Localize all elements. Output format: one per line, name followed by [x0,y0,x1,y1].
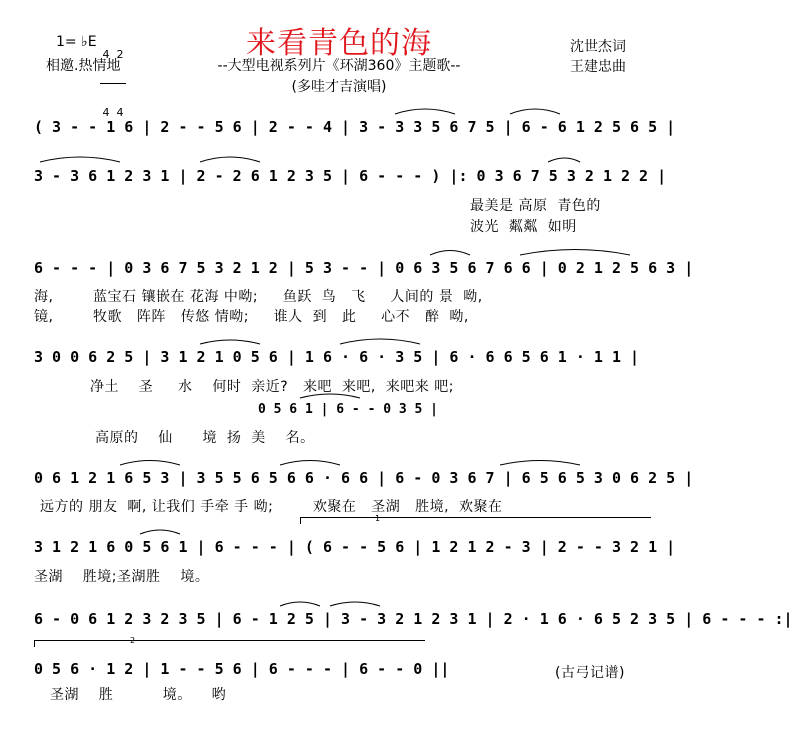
score-line-4: 3 0 0 6 2 5 | 3 1 2 1 0 5 6 | 1 6 · 6 · 3 5 | 6 · 6 6 5 6 1 · 1 1 | [34,348,640,366]
meter-bottom: 4 4 [102,106,124,119]
lyricist-credit: 沈世杰词 [570,39,626,55]
volta-label-2: 2 [130,636,136,645]
lyric-line-2a: 最美是 高原 青色的 [470,198,601,214]
volta-bracket-2 [34,640,425,647]
lyric-line-8: 圣湖 胜 境。 哟 [50,687,227,703]
tempo-marking: 相邀.热情地 [46,58,121,74]
subtitle: --大型电视系列片《环湖360》主题歌-- [217,58,461,74]
volta-label-1: 1 [375,514,381,523]
score-line-1: ( 3 - - 1 6 | 2 - - 5 6 | 2 - - 4 | 3 - 3 3 5 6 7 5 | 6 - 6 1 2 5 6 5 | [34,118,676,136]
score-line-8: 0 5 6 · 1 2 | 1 - - 5 6 | 6 - - - | 6 - - 0 || [34,660,450,678]
lyric-line-4a: 净土 圣 水 何时 亲近? 来吧 来吧, 来吧来 吧; [90,379,454,395]
score-line-5: 0 6 1 2 1 6 5 3 | 3 5 5 6 5 6 6 · 6 6 | 6 - 0 3 6 7 | 6 5 6 5 3 0 6 2 5 | [34,469,694,487]
lyric-line-2b: 波光 粼粼 如明 [470,219,577,235]
song-title: 来看青色的海 [246,26,432,61]
transcriber-note: (古弓记谱) [555,665,625,681]
score-line-7: 6 - 0 6 1 2 3 2 3 5 | 6 - 1 2 5 | 3 - 3 2 1 2 3 1 | 2 · 1 6 · 6 5 2 3 5 | 6 - - - :| [34,610,793,628]
score-line-2: 3 - 3 6 1 2 3 1 | 2 - 2 6 1 2 3 5 | 6 - - - ) |: 0 3 6 7 5 3 2 1 2 2 | [34,167,667,185]
lyric-line-5: 远方的 朋友 啊, 让我们 手牵 手 呦; 欢聚在 圣湖 胜境, 欢聚在 [40,499,503,515]
composer-credit: 王建忠曲 [570,59,626,75]
meter-top: 4 2 [102,48,124,61]
lyric-line-3b: 镜, 牧歌 阵阵 传悠 情呦; 谁人 到 此 心不 醉 呦, [34,309,469,325]
score-line-6: 3 1 2 1 6 0 5 6 1 | 6 - - - | ( 6 - - 5 6 | 1 2 1 2 - 3 | 2 - - 3 2 1 | [34,538,676,556]
score-line-3: 6 - - - | 0 3 6 7 5 3 2 1 2 | 5 3 - - | 0 6 3 5 6 7 6 6 | 0 2 1 2 5 6 3 | [34,259,694,277]
key-signature: 1= ♭E [56,34,97,50]
lyric-line-3a: 海, 蓝宝石 镶嵌在 花海 中呦; 鱼跃 鸟 飞 人间的 景 呦, [34,289,483,305]
score-line-4b: 0 5 6 1 | 6 - - 0 3 5 | [258,402,439,417]
lyric-line-4b: 高原的 仙 境 扬 美 名。 [95,430,315,446]
singer-credit: (多哇才吉演唱) [291,79,387,95]
lyric-line-6: 圣湖 胜境;圣湖胜 境。 [34,569,210,585]
volta-bracket-1 [300,517,651,524]
